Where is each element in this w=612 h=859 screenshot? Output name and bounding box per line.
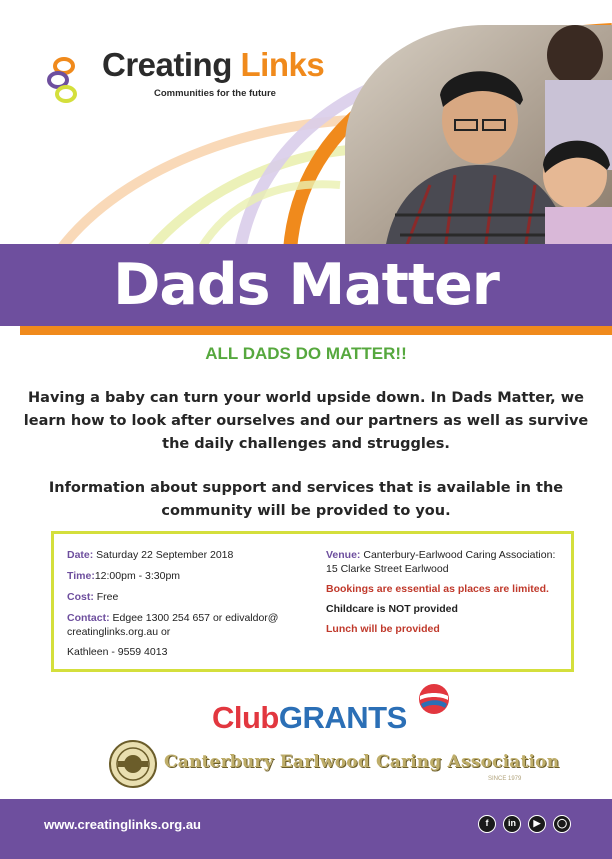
childcare-note: Childcare is NOT provided xyxy=(326,603,458,615)
ceca-seal-icon xyxy=(108,736,158,792)
venue-row xyxy=(326,548,566,576)
website-link[interactable]: www.creatinglinks.org.au xyxy=(44,817,201,832)
details-left-column xyxy=(67,548,307,659)
footer-bar xyxy=(0,799,612,859)
ceca-logo xyxy=(108,736,560,792)
logo-word-creating: Creating xyxy=(102,46,232,83)
logo-wordmark xyxy=(102,46,324,84)
cost-label: Cost: xyxy=(67,591,94,603)
time-row xyxy=(67,569,307,583)
venue-value: Canterbury-Earlwood Caring Association: 15 Clarke Street Earlwood xyxy=(326,549,556,575)
clubgrants-wordmark xyxy=(212,700,407,736)
creating-links-logo xyxy=(44,44,325,114)
intro-paragraph: Having a baby can turn your world upside down. In Dads Matter, we learn how to look after ourselves and our partners as well as survive the daily challenges and struggles. xyxy=(23,390,589,452)
time-value: 12:00pm - 3:30pm xyxy=(94,570,181,582)
clubgrants-word-club: Club xyxy=(212,700,279,735)
cost-row xyxy=(67,590,307,604)
contact-value: Edgee 1300 254 657 or edivaldor@ creatinglinks.org.au or xyxy=(67,612,279,638)
contact-row xyxy=(67,611,307,639)
contact-label: Contact: xyxy=(67,612,110,624)
date-row xyxy=(67,548,307,562)
ceca-wordmark: Canterbury Earlwood Caring Association xyxy=(164,752,560,772)
venue-label: Venue: xyxy=(326,549,361,561)
linkedin-icon[interactable]: in xyxy=(503,815,521,833)
info-paragraph: Information about support and services that is available in the community will be provided to you. xyxy=(48,480,564,519)
instagram-icon[interactable]: ◯ xyxy=(553,815,571,833)
youtube-icon[interactable]: ▶ xyxy=(528,815,546,833)
clubgrants-ball-icon xyxy=(417,682,451,716)
facebook-icon[interactable]: f xyxy=(478,815,496,833)
event-details-box xyxy=(51,531,574,672)
clubgrants-word-grants: GRANTS xyxy=(278,700,407,735)
time-label: Time: xyxy=(67,570,95,582)
title-banner xyxy=(0,244,612,326)
social-icons xyxy=(478,815,578,835)
date-value: Saturday 22 September 2018 xyxy=(93,549,234,561)
page-title: Dads Matter xyxy=(113,252,499,318)
details-right-column xyxy=(326,548,566,636)
orange-divider xyxy=(20,326,612,335)
clubgrants-logo xyxy=(212,700,452,740)
date-label: Date: xyxy=(67,549,94,561)
ceca-since: SINCE 1979 xyxy=(488,776,522,782)
rings-icon xyxy=(44,56,84,116)
contact-row-2: Kathleen - 9559 4013 xyxy=(67,646,168,658)
lunch-note: Lunch will be provided xyxy=(326,623,440,635)
logo-tagline: Communities for the future xyxy=(154,88,276,99)
bookings-note: Bookings are essential as places are limited. xyxy=(326,583,549,595)
logo-word-links: Links xyxy=(231,46,325,83)
headline-tagline: ALL DADS DO MATTER!! xyxy=(205,344,407,363)
cost-value: Free xyxy=(93,591,119,603)
